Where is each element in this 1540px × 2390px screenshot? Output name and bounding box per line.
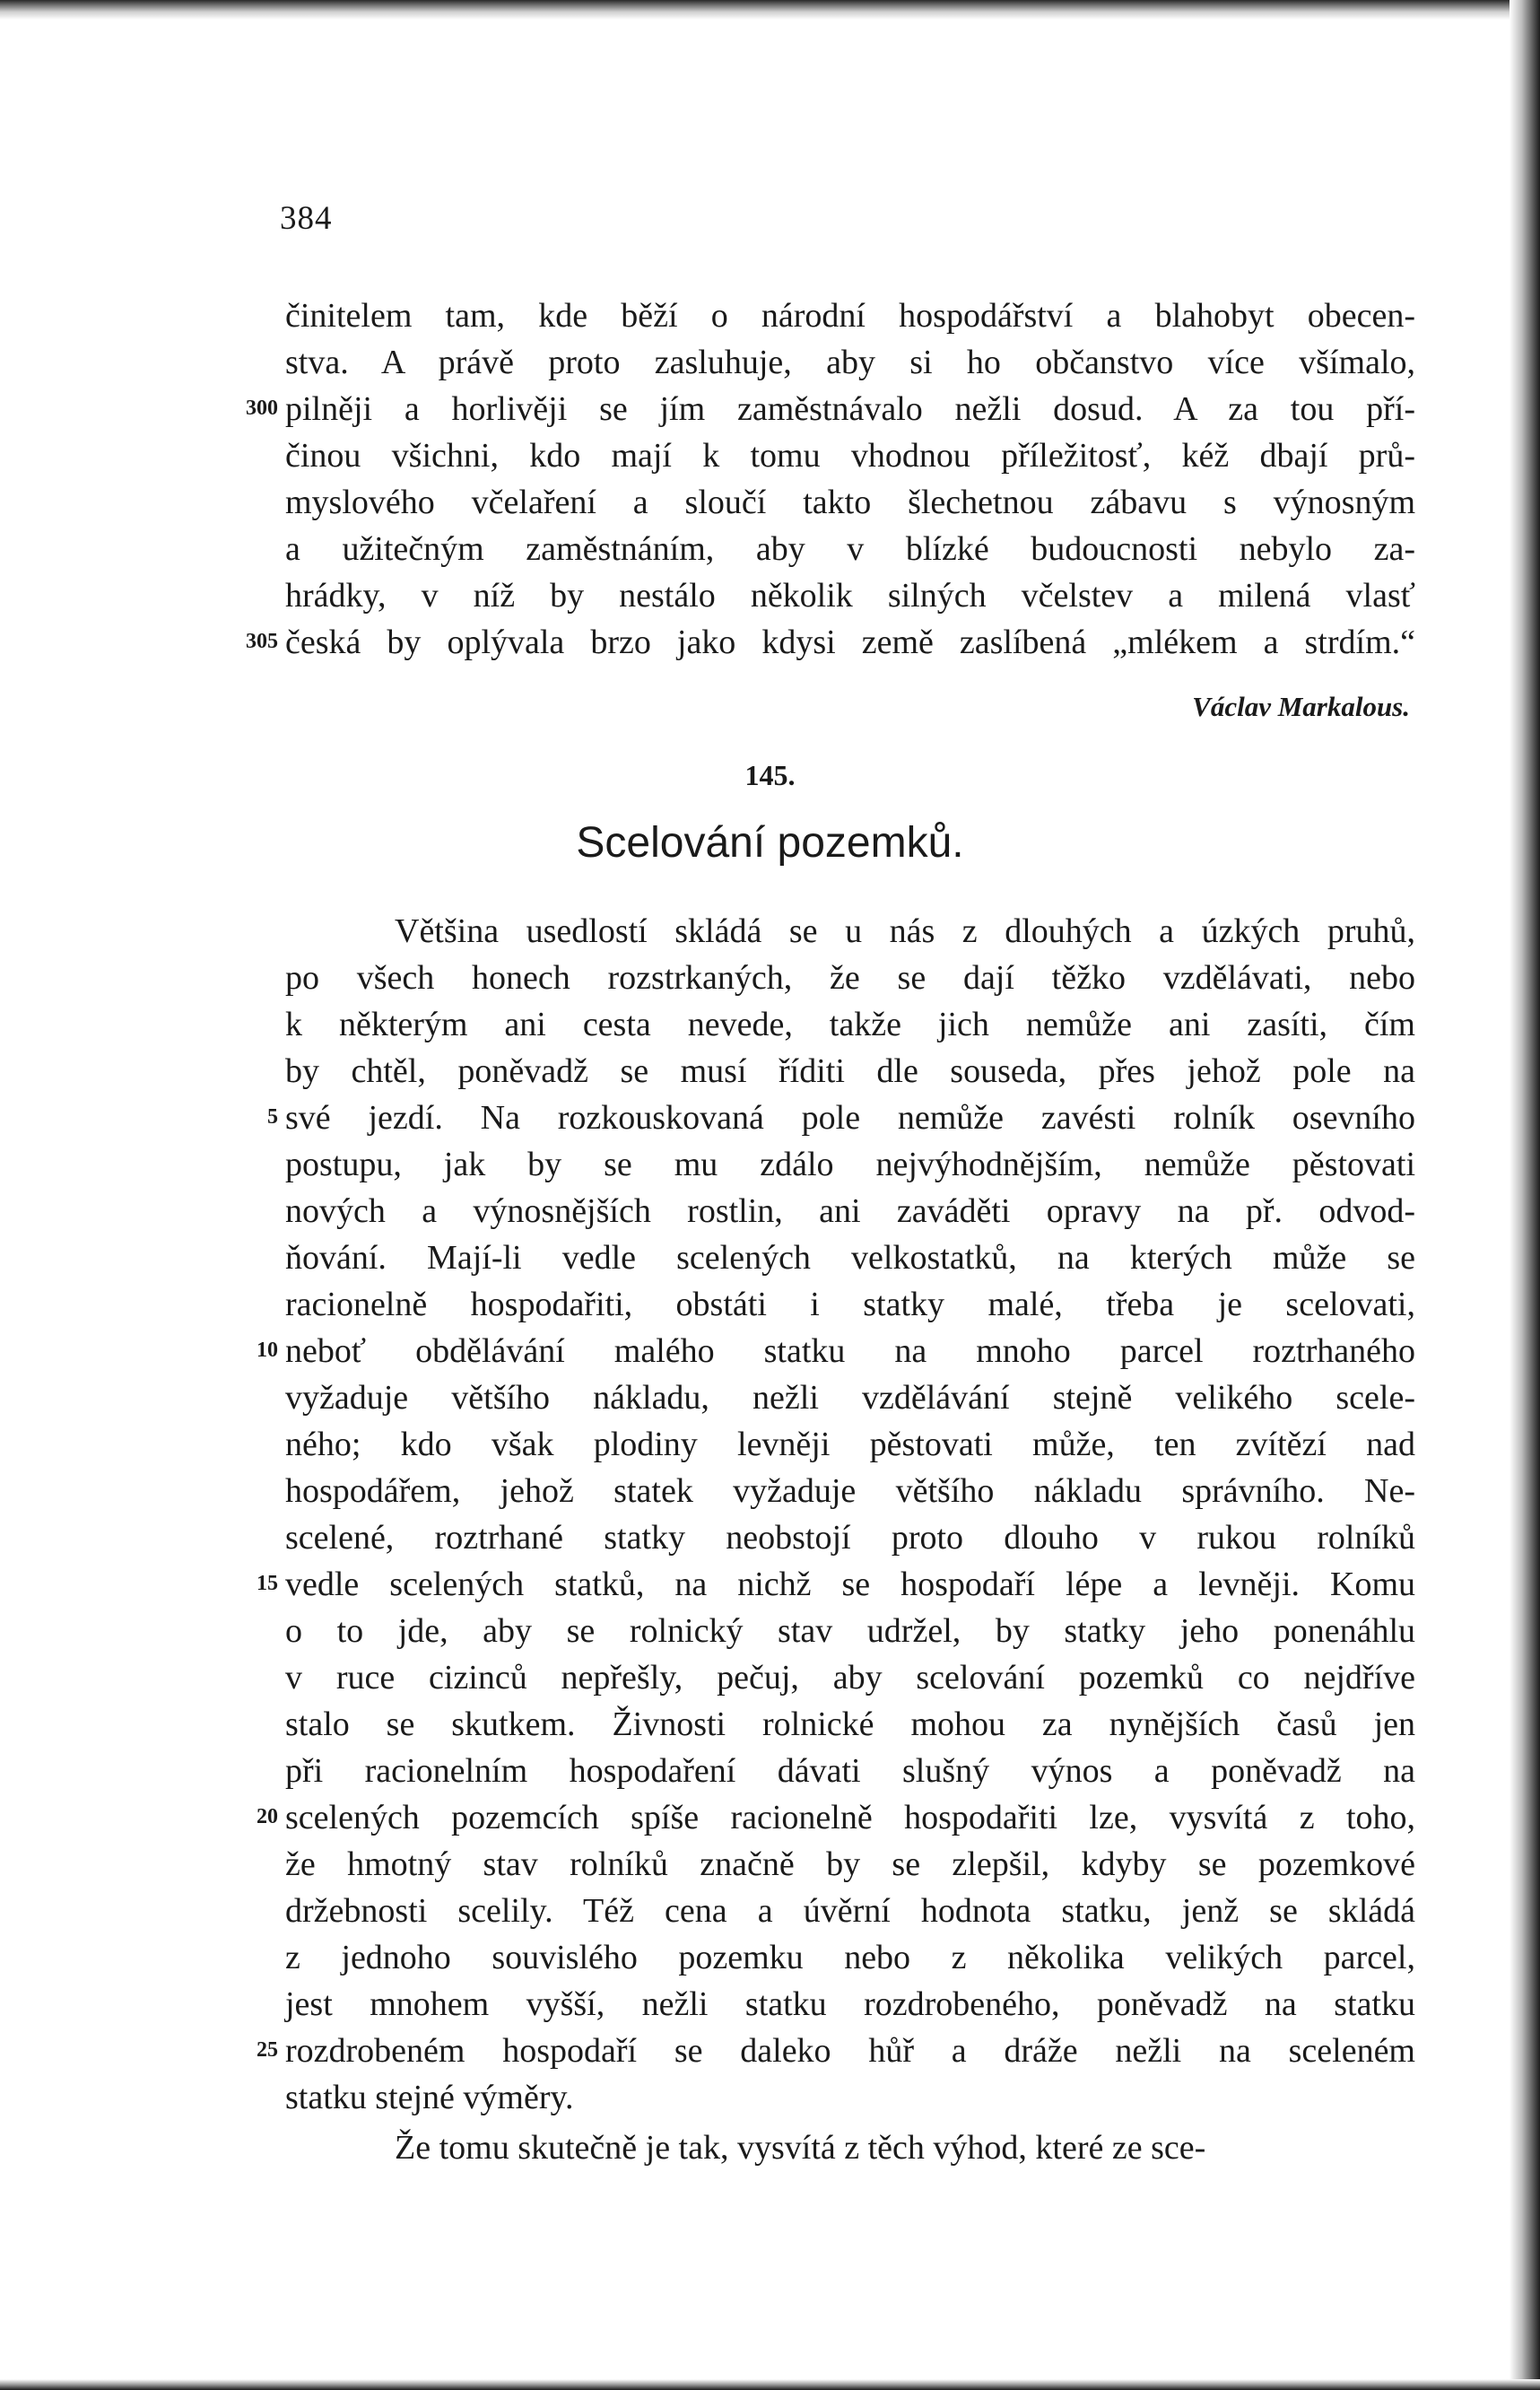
text-line: a užitečným zaměstnáním, aby v blízké budoucnosti nebylo za- [285, 530, 1415, 568]
line-number: 305 [246, 630, 278, 653]
text-line: při racionelním hospodaření dávati slušný výnos a poněvadž na [285, 1752, 1415, 1790]
text-line: v ruce cizinců nepřešly, pečuj, aby scelování pozemků co nejdříve [285, 1659, 1415, 1697]
text-line: by chtěl, poněvadž se musí říditi dle souseda, přes jehož pole na [285, 1052, 1415, 1090]
text-line: česká by oplývala brzo jako kdysi země zaslíbená „mlékem a strdím.“ [285, 624, 1415, 661]
text-line: jest mnohem vyšší, nežli statku rozdrobeného, poněvadž na statku [285, 1985, 1415, 2023]
line-number: 300 [246, 397, 278, 420]
text-line: ňování. Mají-li vedle scelených velkostatků, na kterých může se [285, 1239, 1415, 1277]
text-line: stalo se skutkem. Živnosti rolnické mohou za nynějších časů jen [285, 1705, 1415, 1743]
line-number: 10 [257, 1339, 278, 1362]
text-line: o to jde, aby se rolnický stav udržel, by statky jeho ponenáhlu [285, 1612, 1415, 1650]
text-line: myslového včelaření a sloučí takto šlechetnou zábavu s výnosným [285, 484, 1415, 521]
text-line: činou všichni, kdo mají k tomu vhodnou příležitosť, kéž dbají prů- [285, 437, 1415, 475]
line-number: 5 [267, 1105, 278, 1129]
text-line: nových a výnosnějších rostlin, ani zaváděti opravy na př. odvod- [285, 1192, 1415, 1230]
text-line: rozdrobeném hospodaří se daleko hůř a dráže nežli na sceleném [285, 2032, 1415, 2070]
text-line: Že tomu skutečně je tak, vysvítá z těch výhod, které ze sce- [395, 2129, 1206, 2167]
text-line: že hmotný stav rolníků značně by se zlepšil, kdyby se pozemkové [285, 1845, 1415, 1883]
scan-edge-right [1510, 0, 1540, 2390]
text-line: scelené, roztrhané statky neobstojí proto dlouho v rukou rolníků [285, 1519, 1415, 1557]
text-line: činitelem tam, kde běží o národní hospodářství a blahobyt obecen- [285, 297, 1415, 335]
text-line: držebnosti scelily. Též cena a úvěrní hodnota statku, jenž se skládá [285, 1892, 1415, 1930]
text-line: postupu, jak by se mu zdálo nejvýhodnějším, nemůže pěstovati [285, 1146, 1415, 1183]
line-number: 25 [257, 2038, 278, 2062]
page-number: 384 [280, 200, 333, 237]
scan-edge-bottom [0, 2379, 1540, 2390]
text-line: scelených pozemcích spíše racionelně hospodařiti lze, vysvítá z toho, [285, 1799, 1415, 1836]
text-line: k některým ani cesta nevede, takže jich nemůže ani zasíti, čím [285, 1006, 1415, 1043]
scan-edge-top [0, 0, 1540, 20]
section-title: Scelování pozemků. [576, 819, 964, 867]
text-line: po všech honech rozstrkaných, že se dají těžko vzdělávati, nebo [285, 959, 1415, 997]
text-line: statku stejné výměry. [285, 2079, 574, 2116]
text-line: hospodářem, jehož statek vyžaduje většího nákladu správního. Ne- [285, 1472, 1415, 1510]
text-line: racionelně hospodařiti, obstáti i statky malé, třeba je scelovati, [285, 1286, 1415, 1323]
text-line: hrádky, v níž by nestálo několik silných včelstev a milená vlasť [285, 577, 1415, 615]
line-number: 15 [257, 1572, 278, 1595]
text-line: Většina usedlostí skládá se u nás z dlouhých a úzkých pruhů, [395, 912, 1415, 950]
text-line: vedle scelených statků, na nichž se hospodaří lépe a levněji. Komu [285, 1566, 1415, 1603]
text-line: stva. A právě proto zasluhuje, aby si ho občanstvo více všímalo, [285, 344, 1415, 381]
line-number: 20 [257, 1805, 278, 1828]
text-line: pilněji a horlivěji se jím zaměstnávalo nežli dosud. A za tou pří- [285, 390, 1415, 428]
text-line: své jezdí. Na rozkouskovaná pole nemůže zavésti rolník osevního [285, 1099, 1415, 1137]
author-signature: Václav Markalous. [1192, 691, 1410, 722]
text-line: vyžaduje většího nákladu, nežli vzdělávání stejně velikého scele- [285, 1379, 1415, 1417]
text-line: neboť obdělávání malého statku na mnoho parcel roztrhaného [285, 1332, 1415, 1370]
section-number: 145. [744, 759, 796, 791]
text-line: z jednoho souvislého pozemku nebo z několika velikých parcel, [285, 1939, 1415, 1976]
text-line: ného; kdo však plodiny levněji pěstovati může, ten zvítězí nad [285, 1426, 1415, 1463]
